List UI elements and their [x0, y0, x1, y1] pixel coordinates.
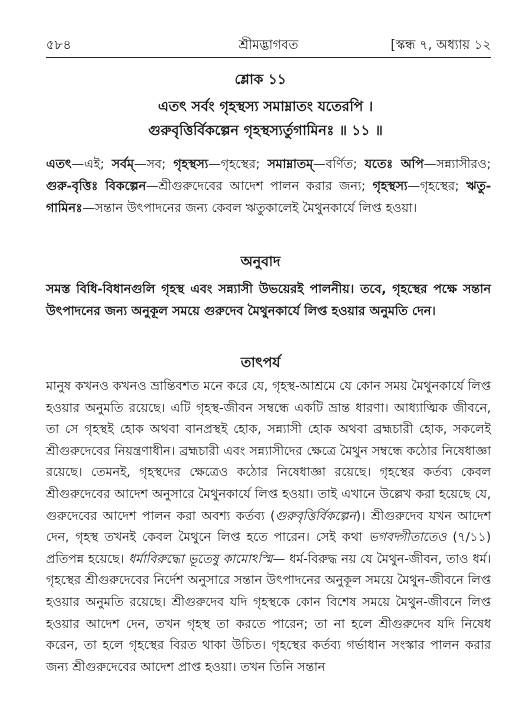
syn-meaning: এই; [84, 156, 112, 171]
syn-term: ঋতু-গামিনঃ [46, 178, 492, 215]
purport-segment: — ধর্ম-বিরুদ্ধ নয় যে মৈথুন-জীবন, তাও ধর্ম। গৃহস্থের শ্রীগুরুদেবের নির্দেশ অনুসারে সন্তান উৎপাদনের অনুকূল সময়ে মৈথুন-জীবনে লিপ্ত হওয়ার অনুমতি রয়েছে। শ্রীগুরুদেব যদি গৃহস্থকে কোন বিশেষ সময়ে মৈথুন-জীবনে লিপ্ত হওয়ার আদেশ দেন, তখন গৃহস্থ তা করতে পারেন; তা না হলে শ্রীগুরুদেব যদি নিষেধ করেন, তা হলে গৃহস্থের বিরত থাকা উচিত। গৃহস্থের কর্তব্য গর্ভাধান সংস্কার পালন করার জন্য শ্রীগুরুদেবের আদেশ প্রাপ্ত হওয়া। তখন তিনি সন্তান [46, 550, 491, 674]
purport-segment: )। শ্রীগুরুদেব যখন আদেশ দেন, গৃহস্থ তখনই কেবল মৈথুনে লিপ্ত হতে পারেন। সেই কথা [46, 507, 492, 545]
syn-meaning: সব; [146, 156, 174, 171]
purport-segment: মানুষ কখনও কখনও ভ্রান্তিবশত মনে করে যে, গৃহস্থ-আশ্রমে যে কোন সময় মৈথুনকার্যে লিপ্ত হওয়ার অনুমতি রয়েছে। এটি গৃহস্থ-জীবন সম্বন্ধে একটি ভ্রান্ত ধারণা। আধ্যাত্মিক জীবনে, তা সে গৃহস্থই হোক অথবা বানপ্রস্থই হোক, সন্ন্যাসী হোক অথবা ব্রহ্মচারী হোক, সকলেই শ্রীগুরুদেবের নিয়ন্ত্রণাধীন। ব্রহ্মচারী এবং সন্ন্যাসীদের ক্ষেত্রে মৈথুন সম্বন্ধে কঠোর নিষেধাজ্ঞা রয়েছে। তেমনই, গৃহস্থদের ক্ষেত্রেও কঠোর নিষেধাজ্ঞা রয়েছে। গৃহস্থের কর্তব্য কেবল শ্রীগুরুদেবের আদেশ অনুসারে মৈথুনকার্যে লিপ্ত হওয়া। তাই এখানে উল্লেখ করা হয়েছে যে, গুরুদেবের আদেশ পালন করা অবশ্য কর্তব্য ( [46, 378, 491, 523]
syn-meaning: সন্তান উৎপাদনের জন্য কেবল ঋতুকালেই মৈথুনকার্যে লিপ্ত হওয়া। [94, 200, 418, 215]
syn-term: সর্বম্ [111, 156, 134, 171]
verse-line-2: গুরুবৃত্তির্বিকল্পেন গৃহস্থস্যর্তুগামিনঃ ॥ ১১ ॥ [148, 123, 383, 139]
syn-term: যতেঃ অপি [364, 156, 424, 171]
sloka-title: শ্লোক ১১ [234, 72, 287, 88]
purport-segment: (৭/১১) প্রতিপন্ন হয়েছে। [46, 529, 491, 566]
synonyms: এতৎ—এই; সর্বম্—সব; গৃহস্থস্য—গৃহস্থের; সমাম্নাতম্—বর্ণিত; যতেঃ অপি—সন্ন্যাসীরও; গুরু-বৃত্তিঃ বিকল্পেন—শ্রীগুরুদেবের আদেশ পালন করার জন্য; গৃহস্থস্য—গৃহস্থের; ঋতু-গামিনঃ—সন্তান উৎপাদনের জন্য কেবল ঋতুকালেই মৈথুনকার্যে লিপ্ত হওয়া। [46, 156, 492, 215]
syn-meaning: শ্রীগুরুদেবের আদেশ পালন করার জন্য; [158, 178, 373, 193]
book-title: শ্রীমদ্ভাগবত [238, 38, 299, 53]
syn-meaning: গৃহস্থের; [419, 178, 467, 193]
purport-segment-italic: ধর্মাবিরুদ্ধো ভূতেষু কামোঽস্মি [128, 550, 273, 566]
syn-meaning: সন্ন্যাসীরও; [436, 156, 492, 171]
header-rule [46, 57, 491, 58]
purport-text [46, 375, 491, 677]
chapter-reference: [স্কন্ধ ৭, অধ্যায় ১২ [390, 38, 491, 53]
purport-title: তাৎপর্য [240, 355, 281, 371]
syn-term: গৃহস্থস্য [372, 178, 408, 193]
purport-segment-italic: ভগবদ্গীতাতেও [368, 529, 447, 545]
syn-term: গুরু-বৃত্তিঃ বিকল্পেন [46, 178, 147, 193]
translation-title: অনুবাদ [240, 254, 281, 270]
syn-meaning: বর্ণিত; [325, 156, 365, 171]
purport-segment-italic: গুরুবৃত্তির্বিকল্পেন [275, 507, 357, 523]
translation-text: সমস্ত বিধি-বিধানগুলি গৃহস্থ এবং সন্ন্যাসী উভয়েরই পালনীয়। তবে, গৃহস্থের পক্ষে সন্তান উৎপাদনের জন্য অনুকূল সময়ে গুরুদেব মৈথুনকার্যে লিপ্ত হওয়ার অনুমতি দেন। [46, 281, 491, 318]
page-number: ৫৮৪ [46, 38, 72, 53]
syn-meaning: গৃহস্থের; [220, 156, 268, 171]
syn-term: সমাম্নাতম্ [267, 156, 314, 171]
running-header [46, 36, 491, 56]
verse-line-1: এতৎ সর্বং গৃহস্থস্য সমাম্নাতং যতেরপি । [158, 99, 373, 115]
syn-term: গৃহস্থস্য [173, 156, 209, 171]
syn-term: এতৎ [46, 156, 72, 171]
